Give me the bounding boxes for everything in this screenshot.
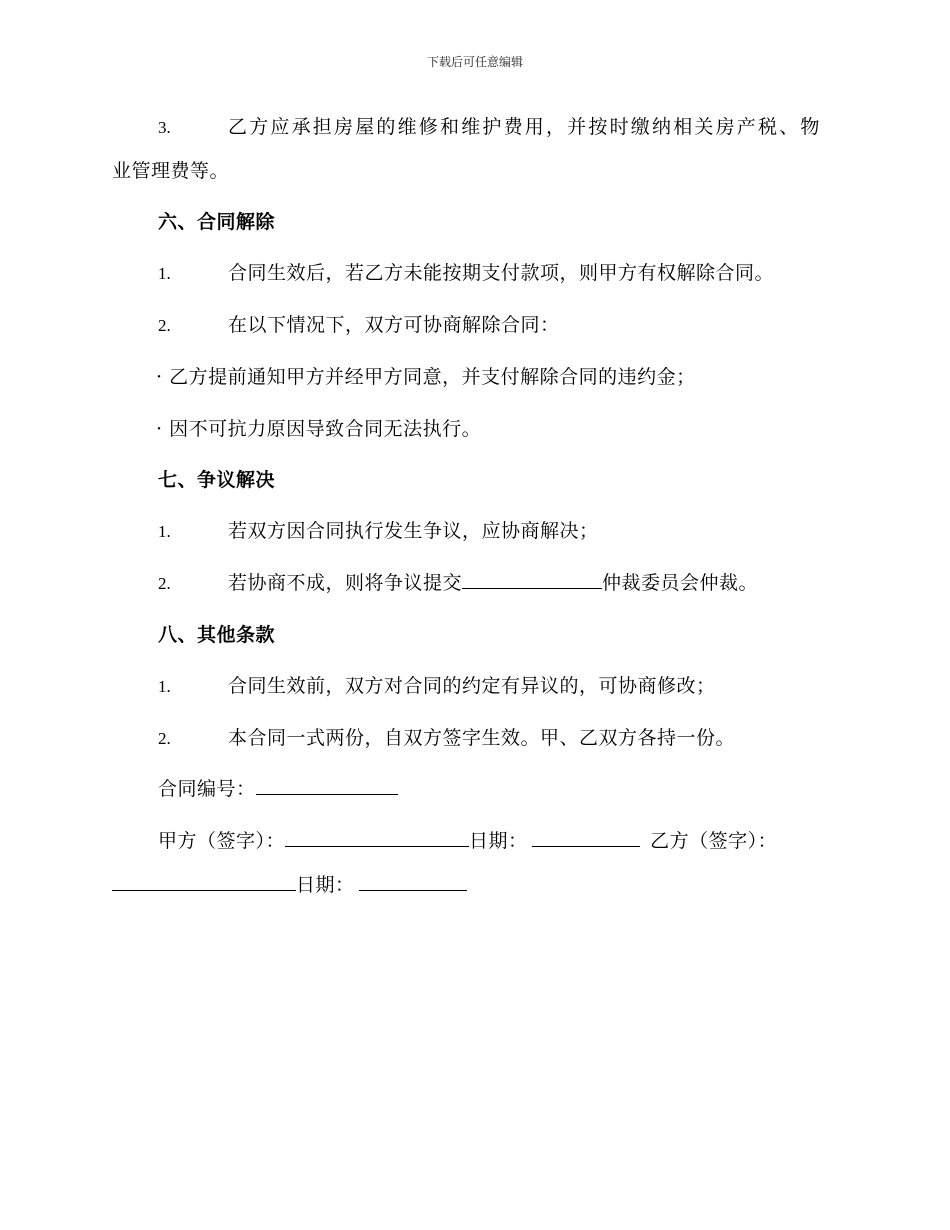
- contract-number-line: [158, 776, 398, 802]
- clause-text: 乙方应承担房屋的维修和维护费用，并按时缴纳相关房产税、物: [228, 116, 822, 138]
- party-b-signature-blank[interactable]: [112, 872, 296, 891]
- item-number: 1.: [158, 264, 171, 283]
- clause-text: [228, 570, 758, 596]
- item-number: 2.: [158, 316, 171, 335]
- clause-text: 业管理费等。: [112, 160, 230, 182]
- contract-number-label: 合同编号：: [158, 778, 256, 800]
- item-number: 2.: [158, 729, 171, 748]
- clause-text-after: 仲裁委员会仲裁。: [602, 572, 759, 594]
- date-label-a: 日期：: [469, 830, 528, 852]
- date-a-blank[interactable]: [532, 828, 640, 847]
- clause-text: 合同生效前，双方对合同的约定有异议的，可协商修改；: [228, 675, 716, 697]
- party-a-label: 甲方（签字）：: [158, 830, 286, 852]
- arbitration-blank[interactable]: [462, 570, 602, 589]
- party-a-signature-blank[interactable]: [285, 828, 469, 847]
- clause-text: 若双方因合同执行发生争议，应协商解决；: [228, 520, 599, 542]
- signature-line-b: [112, 872, 467, 898]
- signature-line-a: [158, 828, 777, 854]
- bullet-item: · 因不可抗力原因导致合同无法执行。: [156, 418, 482, 440]
- date-b-blank[interactable]: [359, 872, 467, 891]
- section-heading: 六、合同解除: [158, 211, 276, 233]
- clause-text: 在以下情况下，双方可协商解除合同：: [228, 314, 560, 336]
- clause-text: 本合同一式两份，自双方签字生效。甲、乙双方各持一份。: [228, 727, 736, 749]
- section-heading: 七、争议解决: [158, 469, 276, 491]
- party-b-label: 乙方（签字）：: [650, 830, 778, 852]
- clause-text-before: 若协商不成，则将争议提交: [228, 572, 463, 594]
- bullet-item: · 乙方提前通知甲方并经甲方同意，并支付解除合同的违约金；: [156, 366, 696, 388]
- contract-number-blank[interactable]: [256, 776, 398, 795]
- clause-text: 合同生效后，若乙方未能按期支付款项，则甲方有权解除合同。: [228, 262, 775, 284]
- page-header: 下载后可任意编辑: [426, 55, 523, 69]
- item-number: 2.: [158, 574, 171, 593]
- date-label-b: 日期：: [296, 874, 355, 896]
- item-number: 3.: [158, 118, 171, 137]
- item-number: 1.: [158, 522, 171, 541]
- section-heading: 八、其他条款: [158, 624, 276, 646]
- item-number: 1.: [158, 677, 171, 696]
